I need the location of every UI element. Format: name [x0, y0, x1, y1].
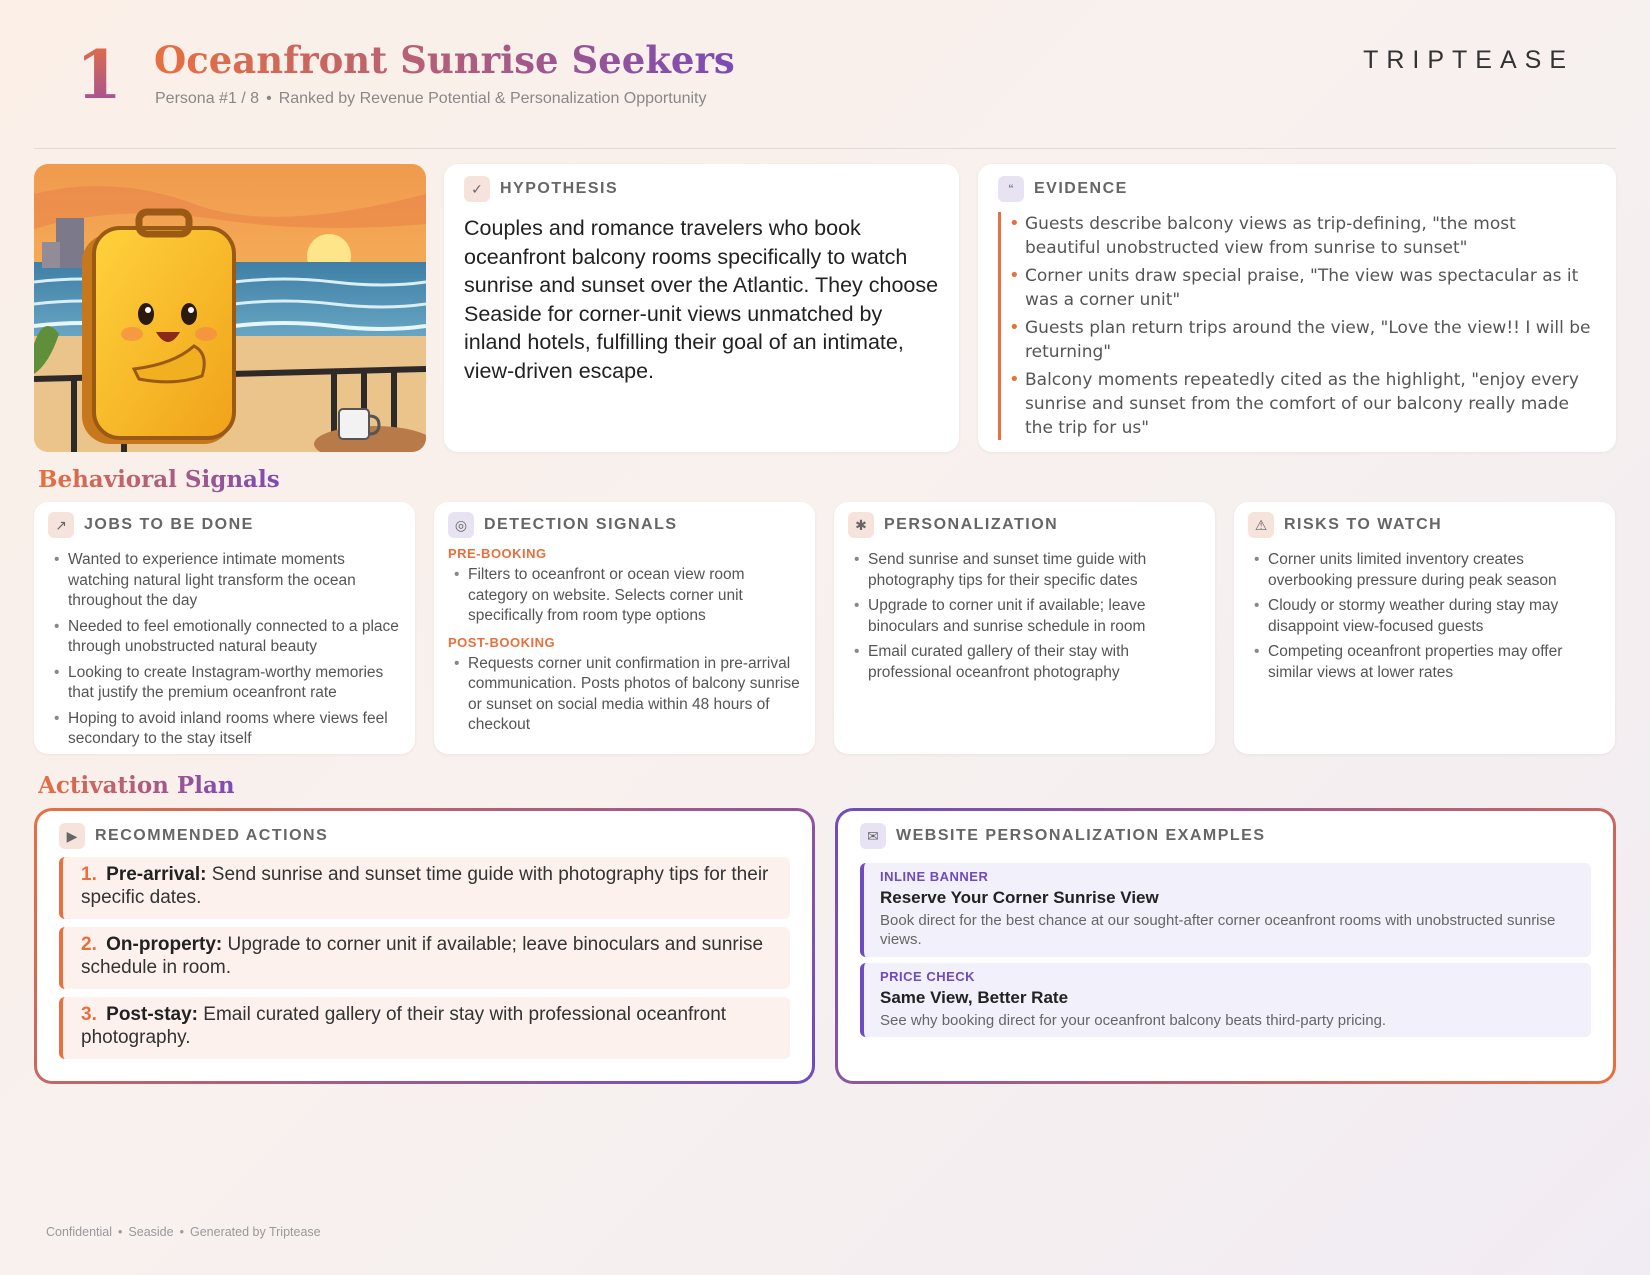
footer-generated: Generated by Triptease — [189, 1225, 321, 1239]
post-booking-label: POST-BOOKING — [448, 634, 556, 650]
brand-logo: TRIPTEASE — [1363, 46, 1574, 74]
behavioral-signals-title: Behavioral Signals — [38, 466, 280, 493]
action-text: Email curated gallery of their stay with professional oceanfront photography. — [81, 1004, 727, 1048]
hypothesis-label: HYPOTHESIS — [500, 180, 619, 197]
page-subtitle — [155, 90, 707, 108]
evidence-label: EVIDENCE — [1034, 180, 1128, 197]
list-item: • Looking to create Instagram-worthy memories that justify the premium oceanfront rate — [68, 663, 401, 704]
action-item — [59, 927, 790, 989]
separator-dot: • — [179, 1225, 184, 1239]
action-lead: On-property: — [106, 934, 223, 955]
detection-label: DETECTION SIGNALS — [484, 516, 678, 533]
header-divider — [34, 148, 1616, 149]
risks-label: RISKS TO WATCH — [1284, 516, 1443, 533]
evidence-item: • Guests describe balcony views as trip-defining, "the most beautiful unobstructed view from sunrise to sunset" — [1025, 212, 1596, 260]
risks-card — [1234, 502, 1615, 754]
jobs-list — [48, 550, 401, 750]
list-item: • Filters to oceanfront or ocean view room category on website. Selects corner unit specifically from room type options — [468, 565, 801, 627]
check-icon: ✓ — [464, 176, 490, 202]
warning-icon: ⚠ — [1248, 512, 1274, 538]
action-lead: Post-stay: — [106, 1004, 198, 1025]
footer — [46, 1225, 321, 1239]
action-number: 2. — [81, 934, 97, 955]
evidence-item: • Corner units draw special praise, "The view was spectacular as it was a corner unit" — [1025, 264, 1596, 312]
actions-label: RECOMMENDED ACTIONS — [95, 827, 329, 844]
ranking-text: Ranked by Revenue Potential & Personalization Opportunity — [278, 90, 707, 107]
list-item: • Send sunrise and sunset time guide with photography tips for their specific dates — [868, 550, 1201, 591]
list-item: • Requests corner unit confirmation in pre-arrival communication. Posts photos of balcony sunrise or sunset on social media within 48 hours of checkout — [468, 654, 801, 736]
evidence-card — [978, 164, 1616, 452]
list-item: • Cloudy or stormy weather during stay may disappoint view-focused guests — [1268, 596, 1601, 637]
persona-number: 1 — [76, 36, 122, 114]
example-tag: INLINE BANNER — [880, 869, 989, 884]
personalization-card — [834, 502, 1215, 754]
envelope-icon: ✉ — [860, 823, 886, 849]
jobs-card — [34, 502, 415, 754]
list-item: • Email curated gallery of their stay with professional oceanfront photography — [868, 642, 1201, 683]
hypothesis-card — [444, 164, 959, 452]
action-number: 3. — [81, 1004, 97, 1025]
detection-card — [434, 502, 815, 754]
evidence-item: • Balcony moments repeatedly cited as the highlight, "enjoy every sunrise and sunset from the comfort of our balcony really made the trip for us" — [1025, 368, 1596, 440]
asterisk-icon: ✱ — [848, 512, 874, 538]
action-text: Send sunrise and sunset time guide with photography tips for their specific dates. — [81, 864, 769, 908]
personalization-list — [848, 550, 1201, 683]
evidence-list — [998, 212, 1596, 440]
post-booking-list — [448, 654, 801, 736]
example-title: Reserve Your Corner Sunrise View — [880, 888, 1159, 907]
example-tag: PRICE CHECK — [880, 969, 976, 984]
action-text: Upgrade to corner unit if available; leave binoculars and sunrise schedule in room. — [81, 934, 764, 978]
separator-dot: • — [266, 90, 272, 107]
examples-label: WEBSITE PERSONALIZATION EXAMPLES — [896, 827, 1266, 844]
persona-illustration — [34, 164, 426, 452]
example-description: See why booking direct for your oceanfront balcony beats third-party pricing. — [880, 1012, 1387, 1029]
persona-index: Persona #1 / 8 — [155, 90, 260, 107]
pre-booking-list — [448, 565, 801, 627]
website-examples-panel — [835, 808, 1616, 1084]
list-item: • Wanted to experience intimate moments watching natural light transform the ocean throughout the day — [68, 550, 401, 612]
footer-property: Seaside — [128, 1225, 174, 1239]
recommended-actions-panel — [34, 808, 815, 1084]
jobs-label: JOBS TO BE DONE — [84, 516, 254, 533]
list-item: • Competing oceanfront properties may offer similar views at lower rates — [1268, 642, 1601, 683]
target-icon: ◎ — [448, 512, 474, 538]
action-number: 1. — [81, 864, 97, 885]
example-item — [860, 963, 1591, 1037]
activation-plan-title: Activation Plan — [38, 772, 235, 799]
footer-confidential: Confidential — [46, 1225, 113, 1239]
risks-list — [1248, 550, 1601, 683]
action-item — [59, 857, 790, 919]
pre-booking-label: PRE-BOOKING — [448, 546, 547, 561]
quote-icon: “ — [998, 176, 1024, 202]
action-lead: Pre-arrival: — [106, 864, 207, 885]
personalization-label: PERSONALIZATION — [884, 516, 1059, 533]
arrow-up-right-icon: ↗ — [48, 512, 74, 538]
page-title: Oceanfront Sunrise Seekers — [154, 38, 735, 82]
hypothesis-text: Couples and romance travelers who book oceanfront balcony rooms specifically to watch sunrise and sunset over the Atlantic. They choose Seaside for corner-unit views unmatched by inland hotels, fulfilling their goal of an intimate, view-driven escape. — [464, 216, 939, 383]
list-item: • Hoping to avoid inland rooms where views feel secondary to the stay itself — [68, 709, 401, 750]
play-icon: ▶ — [59, 823, 85, 849]
action-item — [59, 997, 790, 1059]
example-title: Same View, Better Rate — [880, 988, 1069, 1007]
example-item — [860, 863, 1591, 957]
evidence-item: • Guests plan return trips around the view, "Love the view!! I will be returning" — [1025, 316, 1596, 364]
list-item: • Corner units limited inventory creates overbooking pressure during peak season — [1268, 550, 1601, 591]
example-description: Book direct for the best chance at our sought-after corner oceanfront rooms with unobstructed sunrise views. — [880, 912, 1556, 948]
list-item: • Needed to feel emotionally connected to a place through unobstructed natural beauty — [68, 617, 401, 658]
separator-dot: • — [118, 1225, 123, 1239]
list-item: • Upgrade to corner unit if available; leave binoculars and sunrise schedule in room — [868, 596, 1201, 637]
suitcase-sunrise-illustration — [34, 164, 426, 452]
